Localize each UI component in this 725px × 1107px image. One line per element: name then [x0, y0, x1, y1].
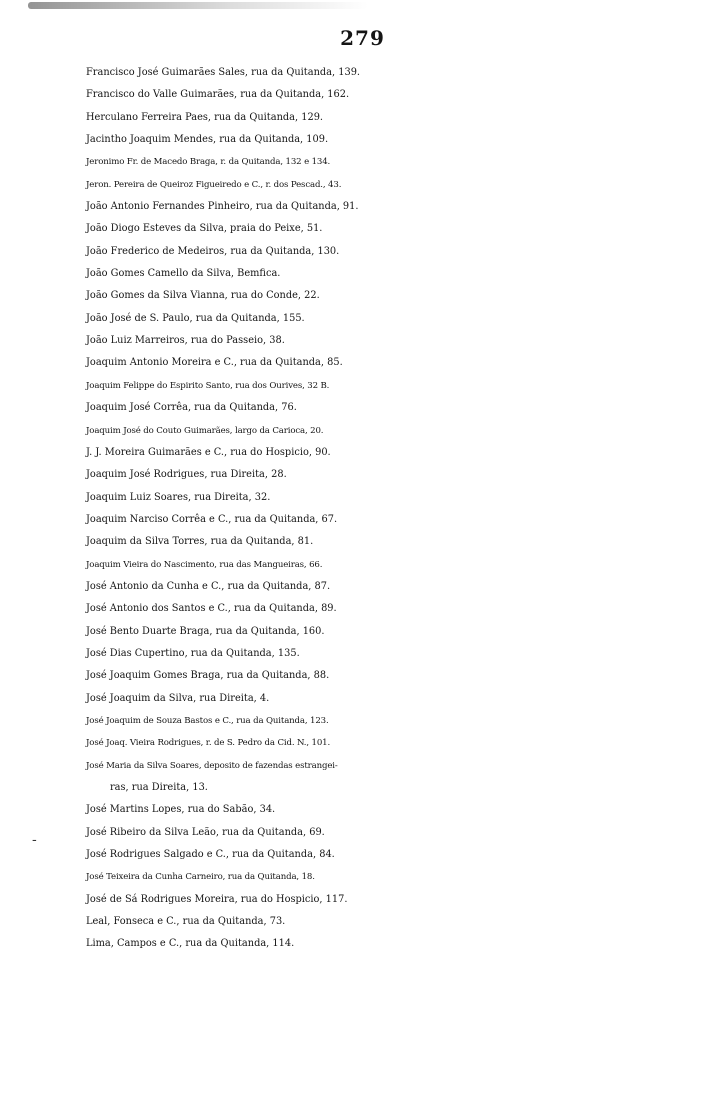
list-item: Lima, Campos e C., rua da Quitanda, 114. [86, 938, 295, 950]
directory-list [0, 62, 725, 956]
list-item: Joaquim Felippe do Espirito Santo, rua dos Ourives, 32 B. [86, 380, 330, 391]
print-smudge [28, 2, 368, 9]
list-item: J. J. Moreira Guimarães e C., rua do Hospicio, 90. [86, 446, 331, 458]
list-item: Joaquim da Silva Torres, rua da Quitanda, 81. [86, 536, 314, 548]
list-item: José Antonio da Cunha e C., rua da Quitanda, 87. [86, 580, 331, 592]
list-item: João Luiz Marreiros, rua do Passeio, 38. [86, 335, 285, 347]
list-item: José Martins Lopes, rua do Sabão, 34. [86, 804, 276, 816]
list-item: João Diogo Esteves da Silva, praia do Peixe, 51. [86, 223, 323, 235]
list-item: José Joaquim de Souza Bastos e C., rua da Quitanda, 123. [86, 715, 329, 726]
list-item: Joaquim Vieira do Nascimento, rua das Mangueiras, 66. [86, 559, 323, 570]
list-item: José Rodrigues Salgado e C., rua da Quitanda, 84. [86, 849, 335, 861]
list-item: José Joaquim Gomes Braga, rua da Quitanda, 88. [86, 670, 330, 682]
list-item: Francisco José Guimarães Sales, rua da Quitanda, 139. [86, 67, 361, 78]
list-item: Joaquim José do Couto Guimarães, largo da Carioca, 20. [86, 425, 324, 436]
list-item: João Gomes da Silva Vianna, rua do Conde, 22. [86, 290, 320, 302]
list-item: Herculano Ferreira Paes, rua da Quitanda, 129. [86, 111, 324, 123]
list-item: Joaquim Narciso Corrêa e C., rua da Quitanda, 67. [86, 513, 338, 525]
list-item: João Antonio Fernandes Pinheiro, rua da Quitanda, 91. [86, 201, 359, 213]
list-item: Joaquim José Corrêa, rua da Quitanda, 76. [86, 402, 297, 414]
list-item: João José de S. Paulo, rua da Quitanda, 155. [86, 312, 305, 324]
list-item: José Joaquim da Silva, rua Direita, 4. [86, 692, 270, 704]
list-item: José de Sá Rodrigues Moreira, rua do Hospicio, 117. [86, 893, 348, 905]
margin-mark: - [32, 832, 37, 848]
list-item: José Ribeiro da Silva Leão, rua da Quitanda, 69. [86, 826, 325, 838]
list-item: João Gomes Camello da Silva, Bemfica. [86, 268, 281, 280]
list-item: José Antonio dos Santos e C., rua da Quitanda, 89. [86, 603, 337, 615]
list-item: José Joaq. Vieira Rodrigues, r. de S. Pedro da Cid. N., 101. [86, 738, 331, 749]
list-item: José Bento Duarte Braga, rua da Quitanda, 160. [86, 625, 325, 637]
list-item: Joaquim Antonio Moreira e C., rua da Quitanda, 85. [86, 357, 343, 369]
list-item: Jeron. Pereira de Queiroz Figueiredo e C., r. dos Pescad., 43. [86, 179, 342, 190]
list-item: José Teixeira da Cunha Carneiro, rua da Quitanda, 18. [86, 872, 315, 883]
list-item-continuation: ras, rua Direita, 13. [110, 782, 208, 793]
page-number: 279 [340, 26, 385, 50]
list-item: Joaquim Luiz Soares, rua Direita, 32. [86, 491, 271, 503]
list-item: Jeronimo Fr. de Macedo Braga, r. da Quitanda, 132 e 134. [86, 157, 331, 168]
list-item: José Maria da Silva Soares, deposito de fazendas estrangei- [86, 760, 338, 771]
list-item: José Dias Cupertino, rua da Quitanda, 135. [86, 647, 300, 659]
list-item: Joaquim José Rodrigues, rua Direita, 28. [86, 469, 287, 481]
list-item: João Frederico de Medeiros, rua da Quitanda, 130. [86, 245, 340, 257]
list-item: Jacintho Joaquim Mendes, rua da Quitanda, 109. [86, 134, 329, 146]
list-item: Francisco do Valle Guimarães, rua da Quitanda, 162. [86, 89, 350, 101]
list-item: Leal, Fonseca e C., rua da Quitanda, 73. [86, 916, 286, 928]
